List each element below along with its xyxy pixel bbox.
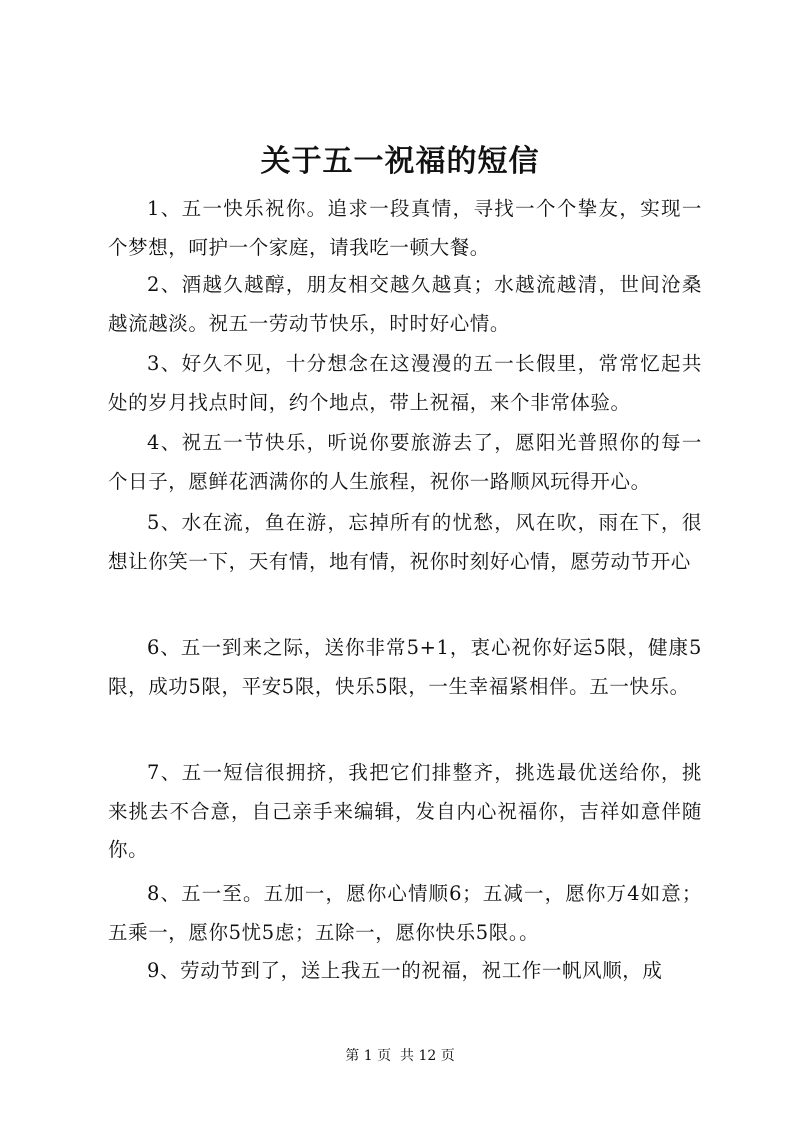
paragraph-3: 3、好久不见，十分想念在这漫漫的五一长假里，常常忆起共处的岁月找点时间，约个地点，带上祝福，来个非常体验。 xyxy=(108,352,702,414)
paragraph-5: 5、水在流，鱼在游，忘掉所有的忧愁，风在吹，雨在下，很想让你笑一下，天有情，地有情，祝你时刻好心情，愿劳动节开心 xyxy=(108,511,702,573)
paragraph-2: 2、酒越久越醇，朋友相交越久越真；水越流越清，世间沧桑越流越淡。祝五一劳动节快乐，时时好心情。 xyxy=(108,273,702,335)
paragraph-8: 8、五一至。五加一，愿你心情顺6；五减一，愿你万4如意；五乘一，愿你5忧5虑；五除一，愿你快乐5限。。 xyxy=(108,882,702,944)
paragraph-6: 6、五一到来之际，送你非常5+1，衷心祝你好运5限，健康5限，成功5限，平安5限，快乐5限，一生幸福紧相伴。五一快乐。 xyxy=(108,636,702,698)
page-footer: 第 1 页 共 12 页 xyxy=(345,1048,455,1064)
paragraph-1: 1、五一快乐祝你。追求一段真情，寻找一个个挚友，实现一个梦想，呵护一个家庭，请我吃一顿大餐。 xyxy=(108,197,702,259)
paragraph-4: 4、祝五一节快乐，听说你要旅游去了，愿阳光普照你的每一个日子，愿鲜花洒满你的人生旅程，祝你一路顺风玩得开心。 xyxy=(108,431,702,493)
paragraph-9: 9、劳动节到了，送上我五一的祝福，祝工作一帆风顺，成 xyxy=(147,959,663,982)
paragraph-7: 7、五一短信很拥挤，我把它们排整齐，挑选最优送给你，挑来挑去不合意，自己亲手来编辑，发自内心祝福你，吉祥如意伴随你。 xyxy=(108,761,702,861)
document-title: 关于五一祝福的短信 xyxy=(260,144,540,179)
